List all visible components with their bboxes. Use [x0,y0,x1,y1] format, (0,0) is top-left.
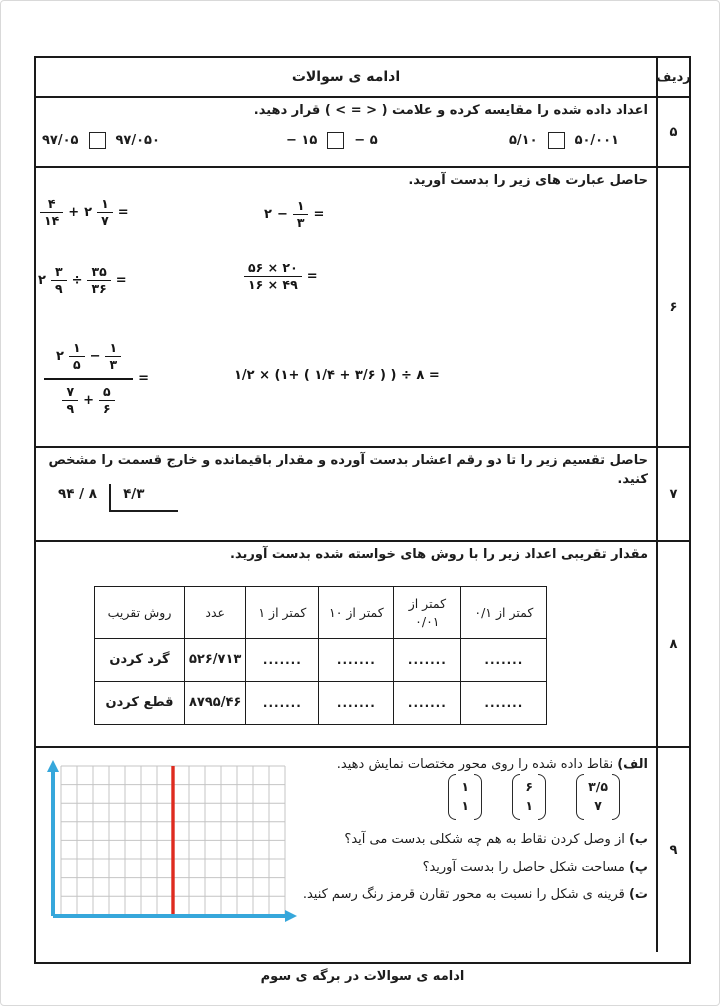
answer-cell[interactable]: ....... [319,639,394,682]
comparison-pair [286,132,378,149]
column-header: کمتر از ۰/۰۱ [394,587,461,639]
math-expression-2: ۲ − ۱ ۳ = [264,198,325,231]
answer-cell[interactable]: ....... [246,639,319,682]
fraction: ۷ ۹ [62,384,78,418]
comparison-right-number: ۹۷/۰۵۰ [115,133,160,148]
question-9-row [36,746,689,952]
answer-cell[interactable]: ....... [461,682,547,725]
answer-box[interactable] [548,132,565,149]
q5-comparison-symbols: ( < = > ) [324,103,388,118]
question-9-part-b: ب) از وصل کردن نقاط به هم چه شکلی بدست می آید؟ [344,832,648,847]
question-6-title: حاصل عبارت های زیر را بدست آورید. [408,173,648,188]
vector-x: ۱ [461,779,469,794]
table-header-row [95,587,547,639]
vector-x: ۳/۵ [588,779,608,794]
method-cell: قطع کردن [95,682,185,725]
question-6-content [36,168,656,446]
question-7-row [36,446,689,540]
vector-x: ۶ [525,779,533,794]
complex-fraction [44,336,133,421]
comparison-right-number: − ۵ [354,133,378,148]
question-8-title: مقدار تقریبی اعداد زیر را با روش های خواسته شده بدست آورید. [230,547,648,562]
approximation-table [94,586,547,725]
y-axis-arrow-icon [47,760,59,772]
answer-box[interactable] [327,132,344,149]
q5-title-post: قرار دهید. [253,103,321,118]
column-header: عدد [185,587,246,639]
question-8-number: ۸ [656,542,689,746]
fraction: ۱ ۳ [105,340,121,374]
question-8-row [36,540,689,746]
question-7-number: ۷ [656,448,689,540]
comparison-left-number: ۹۷/۰۵ [42,133,79,148]
footer-note: ادامه ی سوالات در برگه ی سوم [260,969,465,984]
answer-cell[interactable]: ....... [461,639,547,682]
math-expression-1: ۴ ۱۴ + ۲ ۱ ۷ = [40,196,129,230]
question-5-title [44,102,648,121]
method-cell: گرد کردن [95,639,185,682]
math-expression-4: ۵۶ × ۲۰ ۱۶ × ۴۹ = [244,260,318,294]
question-7-title: حاصل تقسیم زیر را تا دو رقم اعشار بدست آورده و مقدار باقیمانده و خارج قسمت را مشخص کنید. [48,453,648,487]
answer-cell[interactable]: ....... [246,682,319,725]
comparison-pair [509,132,619,149]
fraction: ۴ ۱۴ [40,196,63,230]
vector-y: ۱ [525,797,533,813]
fraction: ۵ ۶ [99,384,115,418]
point-vector [448,774,482,820]
answer-cell[interactable]: ....... [394,682,461,725]
answer-cell[interactable]: ....... [319,682,394,725]
fraction: ۵۶ × ۲۰ ۱۶ × ۴۹ [244,260,302,294]
fraction: ۳ ۹ [51,264,67,298]
question-6-number: ۶ [656,168,689,446]
math-expression-5: ۲ ۱ ۵ − ۱ ۳ ۷ ۹ + ۵ ۶ = [44,336,149,421]
column-header: کمتر از ۱ [246,587,319,639]
question-5-content [36,98,656,166]
complex-fraction-denominator: ۷ ۹ + ۵ ۶ [50,380,126,422]
question-9-content [36,748,656,952]
x-axis-arrow-icon [285,910,297,922]
number-cell: ۵۲۶/۷۱۳ [185,639,246,682]
question-9-part-a: الف) نقاط داده شده را روی محور مختصات نمایش دهید. [336,757,648,772]
fraction: ۱ ۳ [293,198,309,232]
question-8-content [36,542,656,746]
math-expression-3: ۲ ۳ ۹ ÷ ۳۵ ۳۶ = [38,264,127,297]
fraction: ۱ ۷ [97,196,113,230]
division-bracket [109,484,178,512]
division-divisor: ۴/۳ [123,486,145,502]
table-row [95,639,547,682]
part-label: پ) [628,860,648,875]
exam-table [34,56,691,964]
vector-y: ۷ [594,797,602,813]
column-header: کمتر از ۰/۱ [461,587,547,639]
question-9-part-t: ت) قرینه ی شکل را نسبت به محور تقارن قرمز رنگ رسم کنید. [302,887,648,902]
question-9-number: ۹ [656,748,689,952]
long-division [58,484,178,512]
fraction: ۳۵ ۳۶ [87,264,110,298]
comparison-right-number: ۵۰/۰۰۱ [574,133,619,148]
part-label: ب) [628,832,648,847]
point-vector [512,774,546,820]
coordinate-vectors [448,774,620,820]
radif-column-header: ردیف [656,58,689,96]
page-title: ادامه ی سوالات [291,69,401,85]
comparison-left-number: ۵/۱۰ [509,133,538,148]
comparison-pair [42,132,160,149]
coordinate-grid [40,759,302,927]
question-5-number: ۵ [656,98,689,166]
question-6-row [36,166,689,446]
part-label: ت) [628,887,648,902]
vector-y: ۱ [461,797,469,813]
column-header: روش تقریب [95,587,185,639]
q5-title-pre: اعداد داده شده را مقایسه کرده و علامت [392,103,648,118]
math-expression-6: ۱/۲ × (۱+ ( ۱/۴ + ۳/۶ ) ) ÷ ۸ = [234,368,440,383]
answer-cell[interactable]: ....... [394,639,461,682]
complex-fraction-numerator: ۲ ۱ ۵ − ۱ ۳ [44,336,133,378]
question-9-part-p: پ) مساحت شکل حاصل را بدست آورید؟ [422,860,648,875]
answer-box[interactable] [89,132,106,149]
fraction: ۱ ۵ [69,340,85,374]
table-row [95,682,547,725]
column-header: کمتر از ۱۰ [319,587,394,639]
table-header-row [36,58,689,96]
part-label: الف) [617,757,648,772]
point-vector [576,774,620,820]
comparison-left-number: − ۱۵ [286,133,318,148]
question-7-content [36,448,656,540]
question-5-row [36,96,689,166]
division-dividend: ۹۴ / ۸ [58,486,98,502]
number-cell: ۸۷۹۵/۴۶ [185,682,246,725]
